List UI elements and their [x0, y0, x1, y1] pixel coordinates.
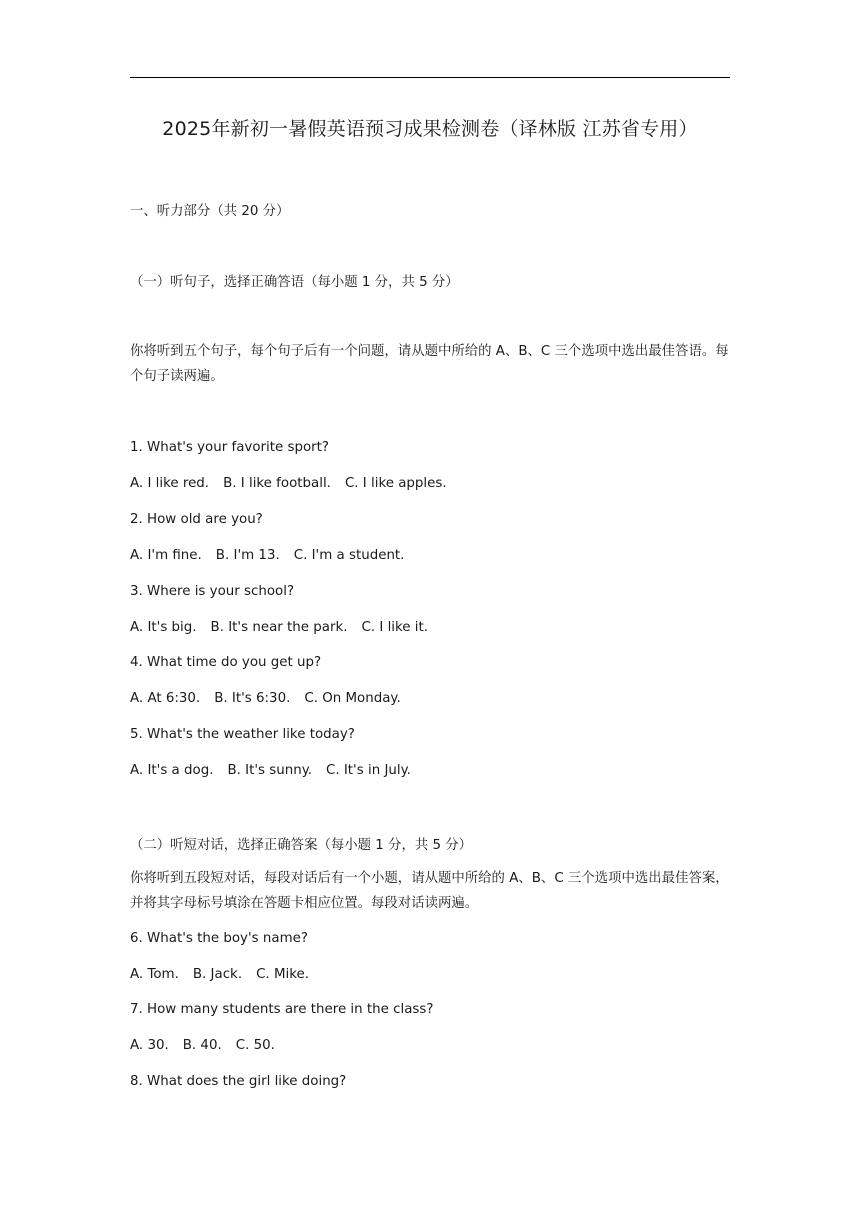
option-b: B. I'm 13. [215, 548, 280, 563]
header-rule [130, 77, 730, 78]
section-heading-listening: 一、听力部分（共 20 分） [130, 204, 290, 219]
question-1: 1. What's your favorite sport? [130, 440, 330, 455]
part-2-instruction: 你将听到五段短对话，每段对话后有一个小题，请从题中所给的 A、B、C 三个选项中选出最佳答案，并将其字母标号填涂在答题卡相应位置。每段对话读两遍。 [130, 871, 729, 911]
question-5: 5. What's the weather like today? [130, 727, 355, 742]
question-3-options [130, 620, 428, 635]
question-4-options [130, 691, 401, 706]
question-6: 6. What's the boy's name? [130, 931, 308, 946]
option-a: A. 30. [130, 1038, 169, 1053]
option-a: A. Tom. [130, 967, 179, 982]
question-7-options [130, 1038, 275, 1053]
option-c: C. I'm a student. [293, 548, 405, 563]
option-a: A. It's big. [130, 620, 197, 635]
option-c: C. I like it. [361, 620, 429, 635]
option-b: B. I like football. [223, 476, 331, 491]
question-2: 2. How old are you? [130, 512, 263, 527]
part-heading-2: （二）听短对话，选择正确答案（每小题 1 分，共 5 分） [130, 838, 473, 853]
option-a: A. At 6:30. [130, 691, 201, 706]
part-heading-1: （一）听句子，选择正确答语（每小题 1 分，共 5 分） [130, 275, 459, 290]
question-7: 7. How many students are there in the class? [130, 1002, 434, 1017]
question-2-options [130, 548, 404, 563]
option-b: B. 40. [182, 1038, 222, 1053]
option-a: A. It's a dog. [130, 763, 214, 778]
question-5-options [130, 763, 411, 778]
option-c: C. I like apples. [344, 476, 447, 491]
question-6-options [130, 967, 309, 982]
option-a: A. I like red. [130, 476, 210, 491]
option-b: B. It's sunny. [227, 763, 312, 778]
question-1-options [130, 476, 447, 491]
option-c: C. Mike. [256, 967, 309, 982]
question-3: 3. Where is your school? [130, 584, 295, 599]
page-title: 2025年新初一暑假英语预习成果检测卷（译林版 江苏省专用） [162, 118, 698, 140]
option-c: C. It's in July. [326, 763, 411, 778]
option-b: B. It's 6:30. [214, 691, 291, 706]
part-1-instruction: 你将听到五个句子，每个句子后有一个问题，请从题中所给的 A、B、C 三个选项中选出最佳答语。每个句子读两遍。 [130, 344, 729, 384]
question-8: 8. What does the girl like doing? [130, 1074, 347, 1089]
option-b: B. It's near the park. [210, 620, 348, 635]
option-a: A. I'm fine. [130, 548, 202, 563]
option-c: C. On Monday. [304, 691, 401, 706]
option-b: B. Jack. [192, 967, 243, 982]
question-4: 4. What time do you get up? [130, 655, 322, 670]
option-c: C. 50. [235, 1038, 275, 1053]
